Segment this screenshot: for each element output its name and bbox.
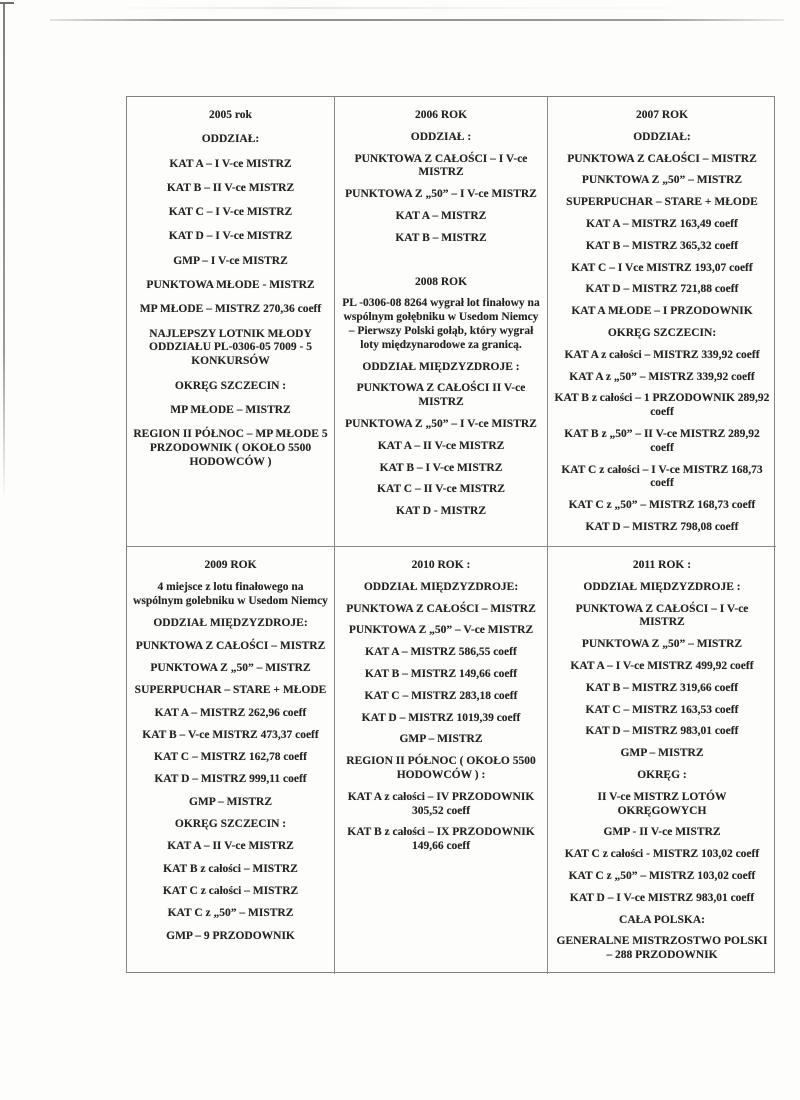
result-line: PUNKTOWA Z CAŁOŚCI – I V-ce MISTRZ <box>354 152 528 179</box>
result-line: KAT C – I V-ce MISTRZ <box>168 206 293 219</box>
result-line: PUNKTOWA Z „50” – MISTRZ <box>581 174 743 187</box>
result-line: KAT D – I V-ce MISTRZ <box>168 230 293 243</box>
result-line: KAT C z „50” – MISTRZ 103,02 coeff <box>568 869 756 882</box>
result-line: ODDZIAŁ : <box>410 130 472 143</box>
result-line: KAT C z całości – I V-ce MISTRZ 168,73 coeff <box>561 463 763 490</box>
result-line: ODDZIAŁ MIĘDZYZDROJE : <box>362 360 520 373</box>
result-line: GENERALNE MISTRZOSTWO POLSKI – 288 PRZODOWNIK <box>556 935 768 962</box>
result-line: MP MŁODE – MISTRZ 270,36 coeff <box>139 303 322 316</box>
result-line: KAT A – MISTRZ <box>395 209 487 222</box>
result-line: OKRĘG SZCZECIN: <box>607 326 717 339</box>
result-line: KAT A – MISTRZ 163,49 coeff <box>586 217 738 230</box>
result-line: KAT B z „50” – II V-ce MISTRZ 289,92 coeff <box>564 427 760 454</box>
result-line: KAT D – MISTRZ 1019,39 coeff <box>361 711 521 724</box>
year-cell-2007 <box>548 97 776 547</box>
result-line: PUNKTOWA Z „50” – MISTRZ <box>581 638 743 651</box>
year-cell-2009 <box>127 547 335 974</box>
result-line: GMP – I V-ce MISTRZ <box>173 254 288 267</box>
result-line: KAT B z całości – 1 PRZODOWNIK 289,92 coeff <box>554 392 770 419</box>
result-line: KAT A – MISTRZ 586,55 coeff <box>365 646 517 659</box>
year-heading: 2009 ROK <box>204 559 257 571</box>
result-line: II V-ce MISTRZ LOTÓW OKRĘGOWYCH <box>597 790 727 817</box>
result-line: PUNKTOWA Z CAŁOŚCI – I V-ce MISTRZ <box>575 602 749 629</box>
result-line: REGION II PÓŁNOC – MP MŁODE 5 PRZODOWNIK ( OKOŁO 5500 HODOWCÓW ) <box>133 428 328 468</box>
result-line: KAT D – MISTRZ 983,01 coeff <box>585 725 739 738</box>
result-line: PUNKTOWA Z CAŁOŚCI – MISTRZ <box>346 602 536 615</box>
result-line: KAT A – II V-ce MISTRZ <box>377 439 505 452</box>
result-line: KAT C z całości – MISTRZ <box>162 884 299 897</box>
scan-top-line <box>50 19 784 21</box>
result-line: KAT A – MISTRZ 262,96 coeff <box>154 706 307 719</box>
result-line: KAT C z „50” – MISTRZ <box>167 907 294 920</box>
results-table <box>126 96 775 973</box>
result-line: REGION II PÓŁNOC ( OKOŁO 5500 HODOWCÓW ) : <box>346 755 536 781</box>
result-line: KAT C z całości - MISTRZ 103,02 coeff <box>564 848 760 861</box>
year-heading: 2010 ROK : <box>411 559 471 571</box>
result-line: PUNKTOWA Z „50” – V-ce MISTRZ <box>348 624 534 637</box>
result-line: GMP - II V-ce MISTRZ <box>603 826 721 839</box>
result-line: KAT D – MISTRZ 798,08 coeff <box>585 520 739 533</box>
year-cell-2005 <box>127 97 335 547</box>
result-line: PUNKTOWA Z CAŁOŚCI – MISTRZ <box>135 639 326 652</box>
result-line: KAT C – MISTRZ 283,18 coeff <box>364 689 518 702</box>
result-line: GMP – MISTRZ <box>620 747 704 760</box>
result-line: GMP – MISTRZ <box>188 795 273 808</box>
result-line: KAT A z całości – IV PRZODOWNIK 305,52 coeff <box>347 790 535 817</box>
result-line: KAT D – MISTRZ 721,88 coeff <box>585 283 739 296</box>
result-line: KAT B z całości – MISTRZ <box>163 862 298 875</box>
result-line: KAT C – MISTRZ 162,78 coeff <box>154 751 307 764</box>
result-line: SUPERPUCHAR – STARE + MŁODE <box>134 684 327 697</box>
result-line: KAT D – I V-ce MISTRZ 983,01 coeff <box>569 891 755 904</box>
scan-top-smudge <box>110 7 730 9</box>
result-line: ODDZIAŁ MIĘDZYZDROJE: <box>363 580 519 593</box>
result-line: KAT B – MISTRZ <box>395 231 487 244</box>
result-line: ODDZIAŁ MIĘDZYZDROJE: <box>153 617 308 630</box>
year-heading: 2011 ROK : <box>632 559 692 571</box>
result-line: KAT B – II V-ce MISTRZ <box>166 181 295 194</box>
result-line: 4 miejsce z lotu finałowego na wspólnym golebniku w Usedom Niemcy <box>133 581 328 608</box>
result-line: ODDZIAŁ MIĘDZYZDROJE : <box>583 580 741 593</box>
scan-left-edge-line <box>3 4 5 500</box>
result-line: KAT B z całości – IX PRZODOWNIK 149,66 coeff <box>347 826 535 853</box>
year-heading: 2007 ROK <box>635 109 689 121</box>
year-heading: 2008 ROK <box>414 275 468 288</box>
result-line: OKRĘG SZCZECIN : <box>174 818 287 831</box>
result-line: KAT B – MISTRZ 149,66 coeff <box>364 667 518 680</box>
result-line: GMP – 9 PRZODOWNIK <box>166 929 295 942</box>
result-line: KAT C – MISTRZ 163,53 coeff <box>585 703 739 716</box>
result-line: CAŁA POLSKA: <box>619 913 705 926</box>
result-line: PUNKTOWA Z CAŁOŚCI – MISTRZ <box>567 152 757 165</box>
result-line: KAT B – MISTRZ 365,32 coeff <box>585 239 739 252</box>
result-line: ODDZIAŁ: <box>633 130 691 143</box>
result-line: PUNKTOWA Z „50” – MISTRZ <box>150 661 311 674</box>
result-line: PUNKTOWA MŁODE - MISTRZ <box>146 279 315 292</box>
result-line: OKRĘG : <box>637 768 687 781</box>
result-line: KAT A – II V-ce MISTRZ <box>167 840 294 853</box>
year-heading: 2005 rok <box>209 109 252 121</box>
result-line: KAT A z „50” – MISTRZ 339,92 coeff <box>569 370 755 383</box>
result-line: PUNKTOWA Z „50” – I V-ce MISTRZ <box>345 417 537 430</box>
result-line: KAT A – I V-ce MISTRZ <box>169 157 292 170</box>
result-line: KAT D - MISTRZ <box>396 505 486 518</box>
result-line: ODDZIAŁ: <box>201 133 260 146</box>
result-line: GMP – MISTRZ <box>399 733 483 746</box>
result-line: KAT C – I Vce MISTRZ 193,07 coeff <box>571 261 753 274</box>
result-line: KAT C – II V-ce MISTRZ <box>377 483 505 496</box>
year-cell-2010 <box>335 547 548 974</box>
result-line: KAT B – MISTRZ 319,66 coeff <box>585 681 739 694</box>
result-line: SUPERPUCHAR – STARE + MŁODE <box>566 196 758 209</box>
result-line: NAJLEPSZY LOTNIK MŁODY ODDZIAŁU PL-0306-05 7009 - 5 KONKURSÓW <box>149 327 312 368</box>
result-line: KAT A MŁODE – I PRZODOWNIK <box>571 305 753 318</box>
result-line: PUNKTOWA Z „50” – I V-ce MISTRZ <box>345 188 537 201</box>
result-line: KAT D – MISTRZ 999,11 coeff <box>154 773 307 786</box>
result-line: KAT B – I V-ce MISTRZ <box>379 461 503 474</box>
year-heading: 2006 ROK <box>414 109 468 121</box>
year-cell-2006-2008 <box>335 97 548 547</box>
year-cell-2011 <box>548 547 776 974</box>
result-line: KAT A z całości – MISTRZ 339,92 coeff <box>564 348 760 361</box>
result-line: PUNKTOWA Z CAŁOŚCI II V-ce MISTRZ <box>356 382 526 409</box>
result-line: OKRĘG SZCZECIN : <box>174 379 287 392</box>
result-line: KAT B – V-ce MISTRZ 473,37 coeff <box>142 728 319 741</box>
result-line: MP MŁODE – MISTRZ <box>170 403 291 416</box>
result-line: KAT A – I V-ce MISTRZ 499,92 coeff <box>570 659 754 672</box>
result-line: PL -0306-08 8264 wygrał lot finałowy na wspólnym gołębniku w Usedom Niemcy – Pierwszy Polski gołąb, który wygrał loty międzynarodowe za granicą. <box>342 297 540 351</box>
result-line: KAT C z „50” – MISTRZ 168,73 coeff <box>568 499 756 512</box>
